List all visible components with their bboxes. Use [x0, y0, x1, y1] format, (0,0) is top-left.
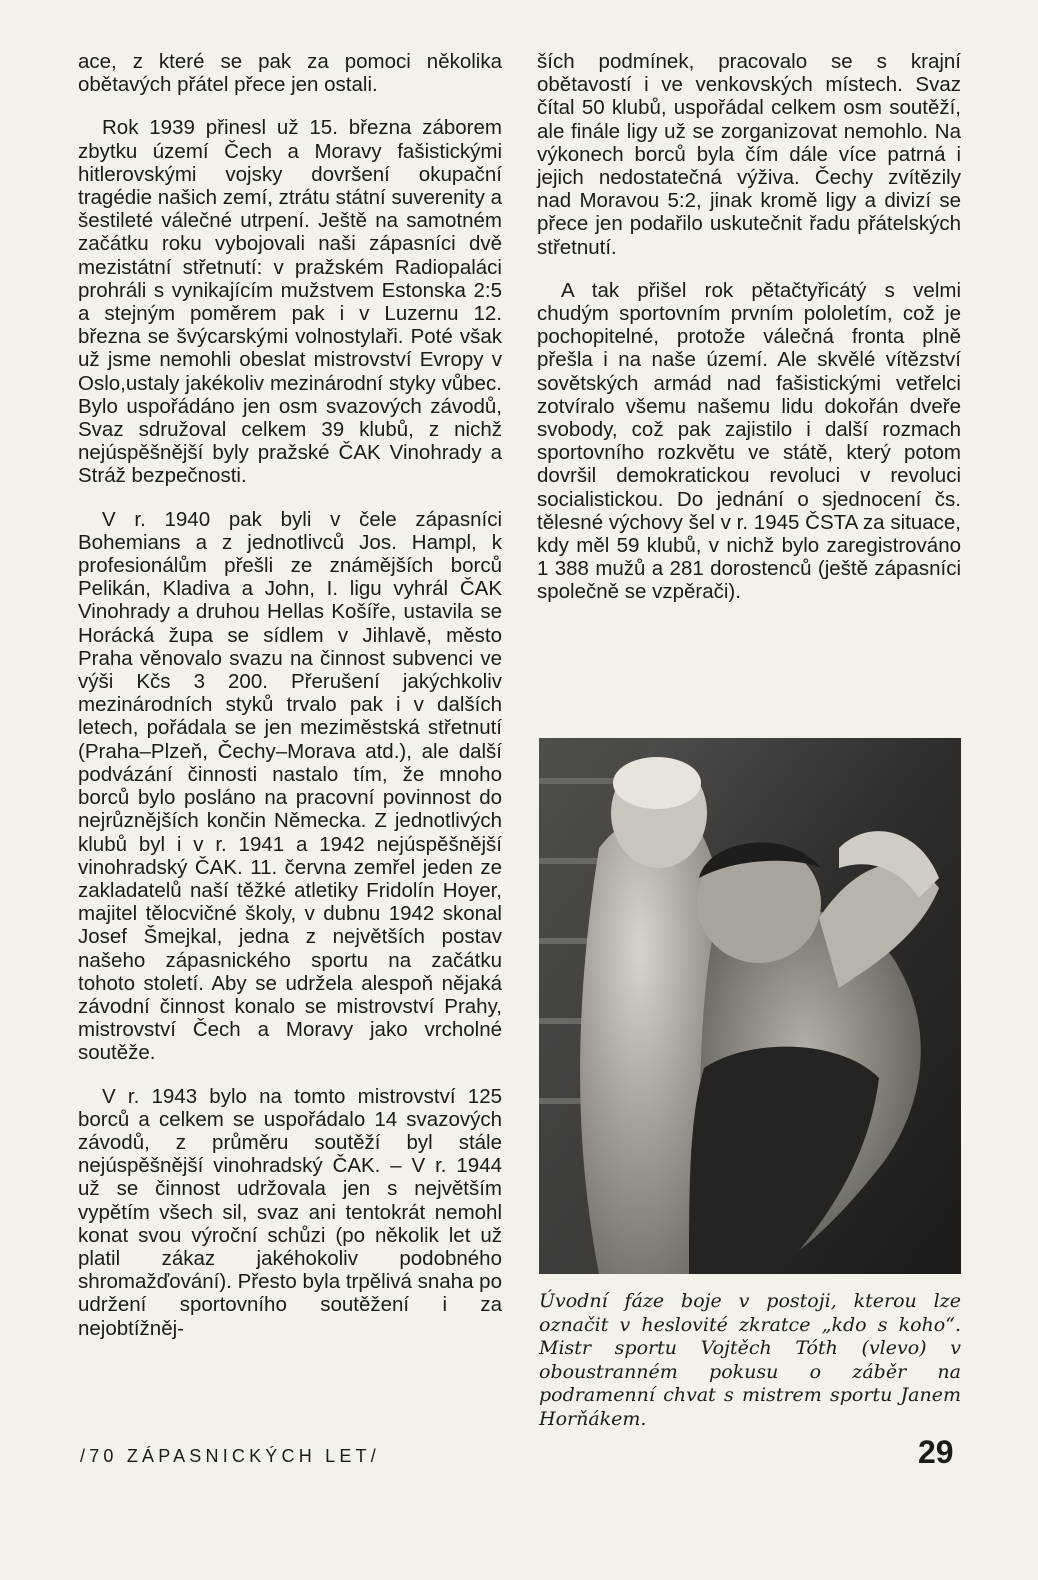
paragraph: ších podmínek, pracovalo se s krajní obětavostí i ve venkovských místech. Svaz čítal 50 klubů, uspořádal celkem osm soutěží, ale finále ligy už se zorganizovat nemohlo. Na výkonech borců byla čím dále více patrná i jejich nedostatečná výživa. Čechy zvítězily nad Moravou 5:2, jinak kromě ligy a divizí se přece jen podařilo uskutečnit řadu přátelských střetnutí.	[537, 50, 961, 259]
paragraph: A tak přišel rok pětačtyřicátý s velmi chudým sportovním prvním pololetím, což je pochopitelné, protože válečná fronta plně přešla i na naše území. Ale skvělé vítězství sovětských armád nad fašistickými vetřelci zotvíralo všemu našemu lidu dokořán dveře svobody, což pak zajistilo i další rozmach sportovního rozkvětu ve státě, který potom dovršil demokratickou revoluci v revoluci socialistickou. Do jednání o sjednocení čs. tělesné výchovy šel v r. 1945 ČSTA za situace, kdy měl 59 klubů, v nichž bylo zaregistrováno 1 388 mužů a 281 dorostenců (ještě zápasníci společně se vzpěrači).	[537, 278, 961, 604]
wrestlers-image	[539, 738, 961, 1274]
photo-caption: Úvodní fáze boje v postoji, kterou lze označit v heslovité zkratce „kdo s koho“. Mistr sportu Vojtěch Tóth (vlevo) v oboustranném pokusu o záběr na podramenní chvat s mistrem sportu Janem Horňákem.	[539, 1290, 961, 1430]
wrestling-photo	[539, 738, 961, 1274]
right-text-column	[537, 50, 961, 624]
paragraph: ace, z které se pak za pomoci několika obětavých přátel přece jen ostali.	[78, 50, 502, 97]
running-title: /70 ZÁPASNICKÝCH LET/	[80, 1446, 380, 1466]
page-number: 29	[918, 1434, 954, 1470]
paragraph: Rok 1939 přinesl už 15. března záborem zbytku území Čech a Moravy fašistickými hitlerovskými vojsky dovršení okupační tragédie našich zemí, ztrátu státní suverenity a šestileté válečné utrpení. Ještě na samotném začátku roku vybojovali naši zápasníci dvě mezistátní střetnutí: v pražském Radiopaláci prohráli s vynikajícím mužstvem Estonska 2:5 a stejným poměrem pak i v Luzernu 12. března se švýcarskými volnostylaři. Poté však už jsme nemohli obeslat mistrovství Evropy v Oslo,ustaly jakékoliv mezinárodní styky vůbec. Bylo uspořádáno jen osm svazových závodů, Svaz sdružoval celkem 39 klubů, z nichž nejúspěšnější byly pražské ČAK Vinohrady a Stráž bezpečnosti.	[78, 116, 502, 488]
paragraph: V r. 1940 pak byli v čele zápasníci Bohemians a z jednotlivců Jos. Hampl, k profesionálům přešli ze známějších borců Pelikán, Kladiva a John, I. ligu vyhrál ČAK Vinohrady a druhou Hellas Košíře, ustavila se Horácká župa se sídlem v Jihlavě, město Praha věnovalo svazu na činnost subvenci ve výši Kčs 3 200. Přerušení jakýchkoliv mezinárodních styků trvalo pak i v dalších letech, pořádala se jen meziměstská střetnutí (Praha–Plzeň, Čechy–Morava atd.), ale další podvázání činnosti nastalo tím, že mnoho borců bylo posláno na pracovní povinnost do nejrůznějších končin Německa. Z jednotlivých klubů byl i v r. 1941 a 1942 nejúspěšnější vinohradský ČAK. 11. června zemřel jeden ze zakladatelů naší těžké atletiky Fridolín Hoyer, majitel tělocvičné školy, v dubnu 1942 skonal Josef Šmejkal, jedna z největších postav našeho zápasnického sportu na začátku tohoto století. Aby se udržela alespoň nějaká závodní činnost konalo se mistrovství Prahy, mistrovství Čech a Moravy jako vrcholné soutěže.	[78, 507, 502, 1065]
left-text-column	[78, 50, 502, 1360]
paragraph: V r. 1943 bylo na tomto mistrovství 125 borců a celkem se uspořádalo 14 svazových závodů, z průměru soutěží byl stále nejúspěšnější vinohradský ČAK. – V r. 1944 už se činnost udržovala jen s největším vypětím všech sil, svaz ani tentokrát nemohl konat svou výroční schůzi (po několik let už platil zákaz jakéhokoliv podobného shromažďování). Přesto byla trpělivá snaha po udržení sportovního soutěžení i za nejobtížněj-	[78, 1084, 502, 1340]
